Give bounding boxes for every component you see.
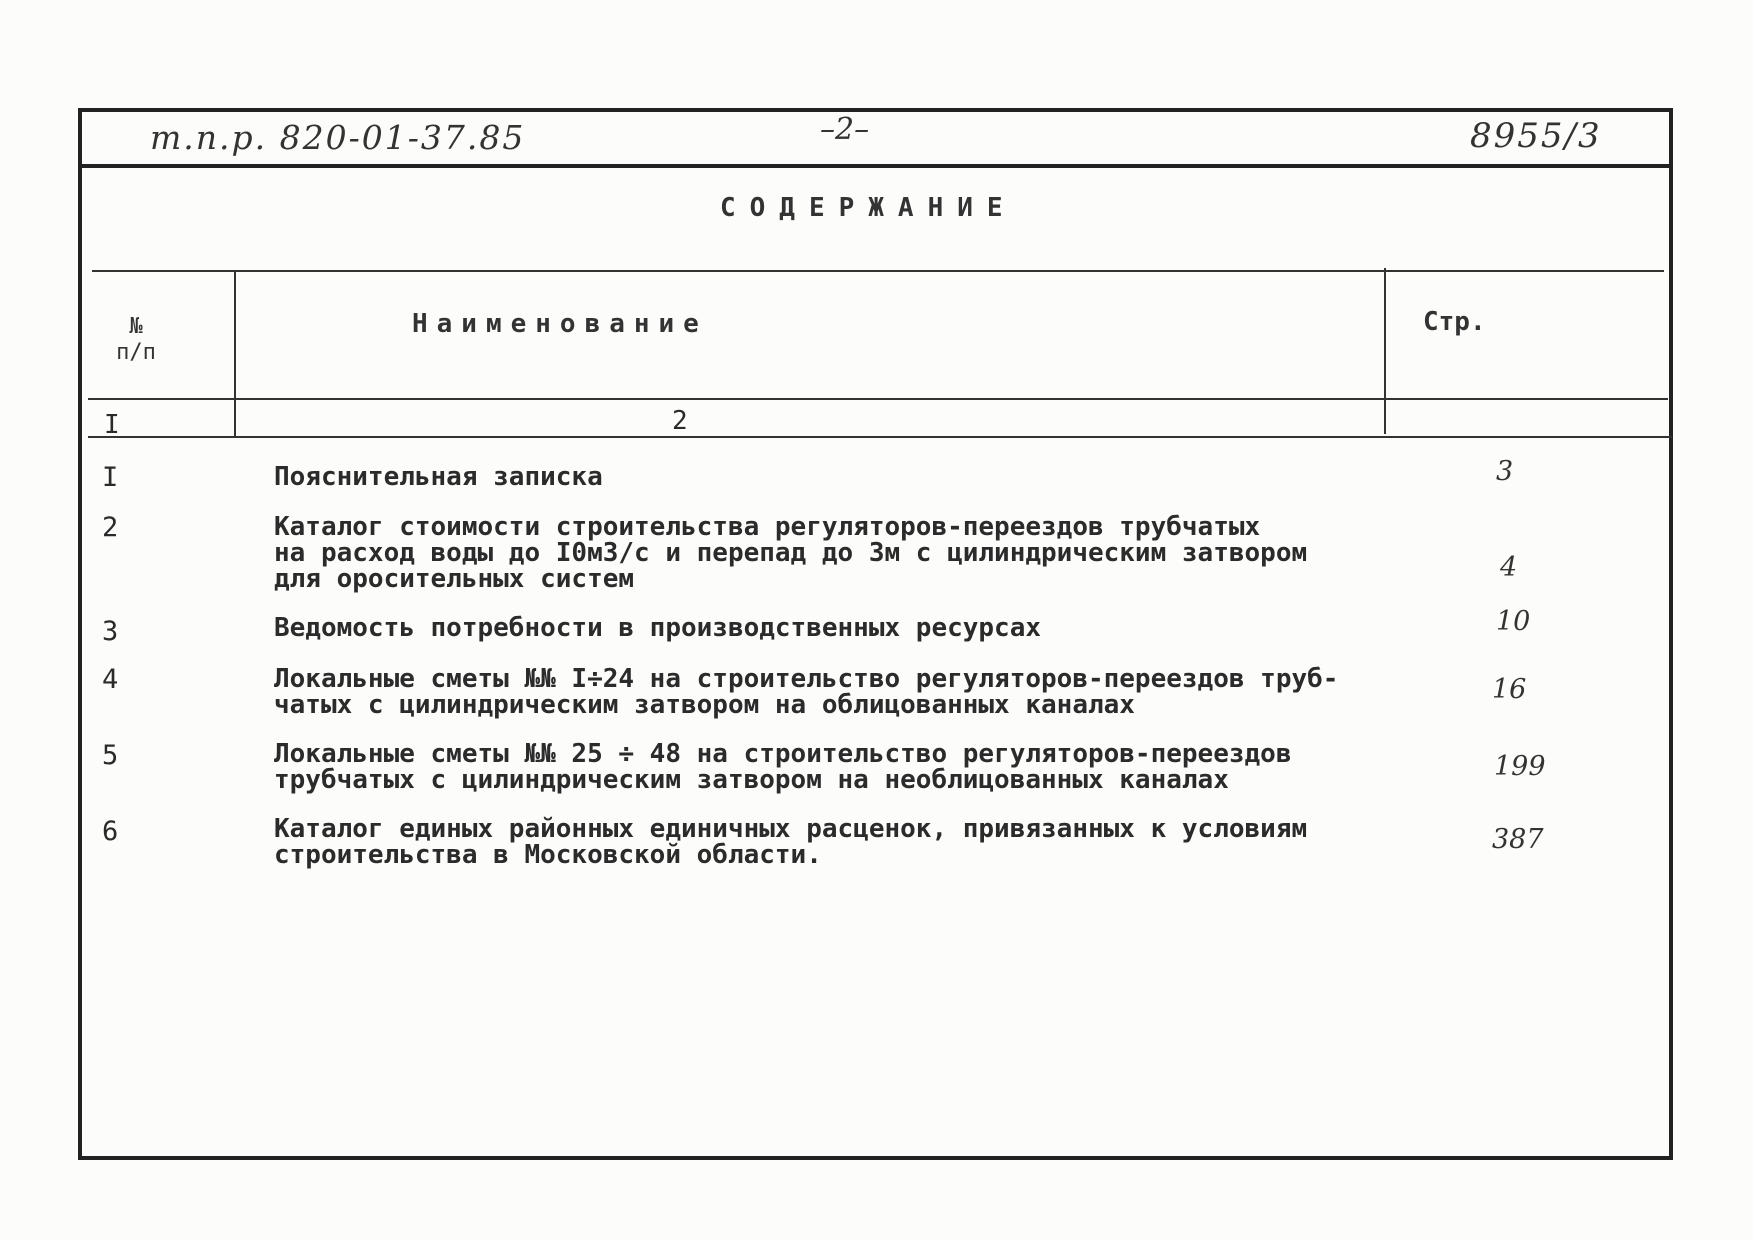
row-5-page: 199 [1494,751,1546,782]
column-number-1: I [104,410,120,440]
row-2-name: Каталог стоимости строительства регуляторов-переездов трубчатых на расход воды до I0м3/с и перепад до 3м с цилиндрическим затвором для оросительных систем [274,512,1308,594]
document-code: т.п.р. 820-01-37.85 [150,118,526,157]
header-page: Стр. [1423,307,1486,337]
column-number-2: 2 [672,406,688,436]
row-3-number: 3 [102,616,119,647]
row-3-page: 10 [1496,606,1531,637]
row-1-name: Пояснительная записка [274,462,603,492]
row-4-name: Локальные сметы №№ I÷24 на строительство регуляторов-переездов труб- чатых с цилиндрическим затвором на облицованных каналах [274,664,1339,720]
column-divider-1 [234,272,236,438]
header-name: Наименование [412,309,708,339]
row-1-number: I [102,462,119,493]
row-6-number: 6 [102,816,119,847]
row-6-page: 387 [1492,824,1544,855]
stamp-divider [78,164,1673,168]
row-4-page: 16 [1492,674,1527,705]
header-number: № п/п [116,314,156,365]
column-divider-2 [1384,268,1386,434]
page-number: –2– [820,112,870,147]
row-6-name: Каталог единых районных единичных расценок, привязанных к условиям строительства в Московской области. [274,814,1308,870]
page-title: СОДЕРЖАНИЕ [720,193,1017,223]
sheet-reference: 8955/3 [1470,116,1602,156]
row-3-name: Ведомость потребности в производственных ресурсах [274,613,1042,643]
row-4-number: 4 [102,664,119,695]
row-5-number: 5 [102,740,119,771]
row-1-page: 3 [1496,456,1514,487]
row-5-name: Локальные сметы №№ 25 ÷ 48 на строительство регуляторов-переездов трубчатых с цилиндрическим затвором на необлицованных каналах [274,739,1292,795]
row-2-page: 4 [1500,552,1518,583]
header-bottom-rule [88,398,1668,400]
row-2-number: 2 [102,512,119,543]
column-number-rule [88,436,1672,438]
table-top-rule [92,270,1664,272]
